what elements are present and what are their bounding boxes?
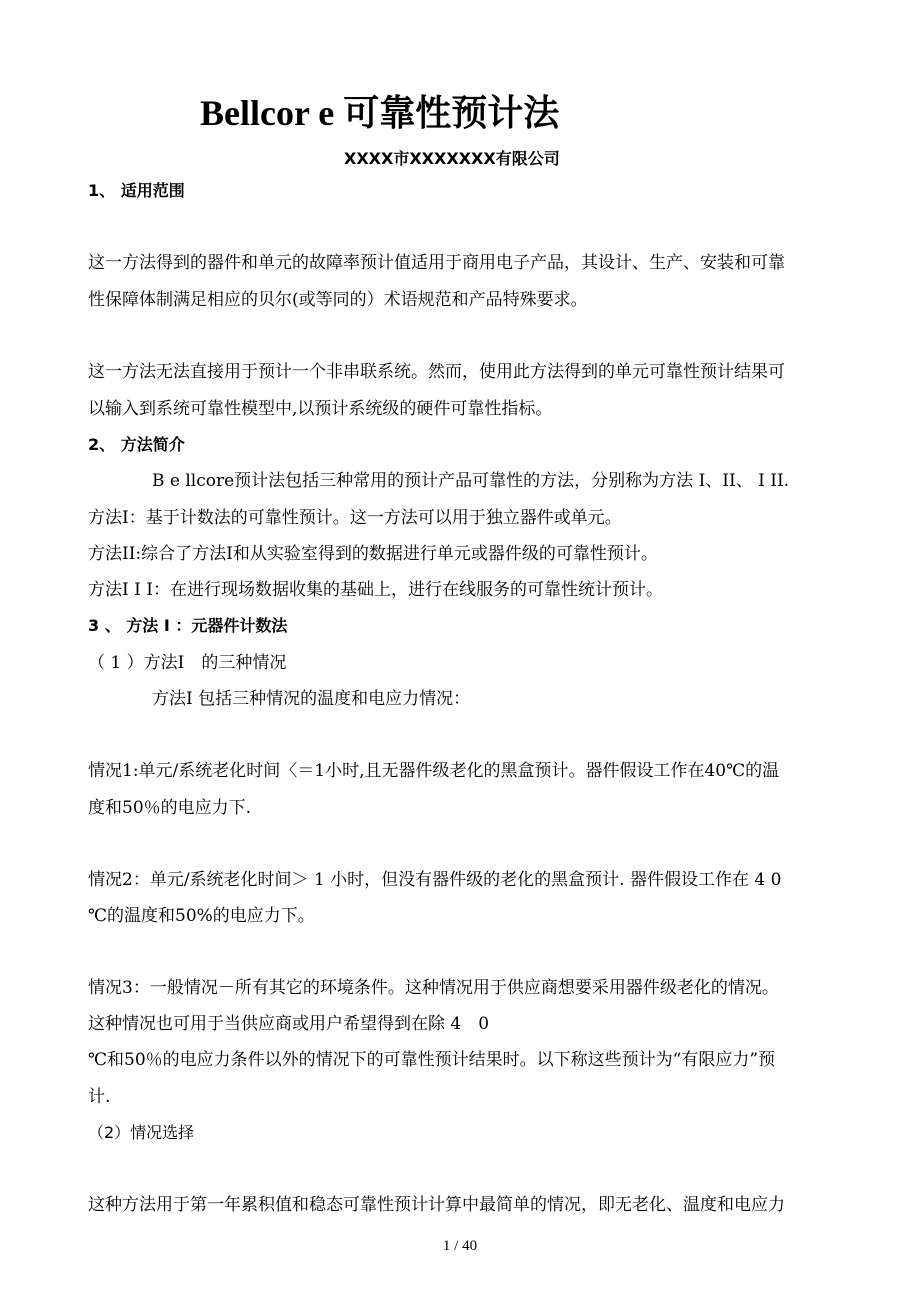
paragraph-line: 性保障体制满足相应的贝尔(或等同的）术语规范和产品特殊要求。 — [88, 290, 588, 310]
company-name: XXXX市XXXXXXX有限公司 — [344, 149, 560, 168]
paragraph-line: ℃的温度和50%的电应力下。 — [88, 906, 315, 926]
subsection-heading: （2）情况选择 — [88, 1123, 195, 1142]
paragraph-line: 这一方法无法直接用于预计一个非串联系统。然而，使用此方法得到的单元可靠性预计结果可 — [88, 362, 785, 382]
paragraph-line: 方法II:综合了方法I和从实验室得到的数据进行单元或器件级的可靠性预计。 — [88, 544, 658, 564]
section-1-heading: 1、 适用范围 — [88, 181, 185, 200]
subsection-heading: （ 1 ）方法I 的三种情况 — [88, 653, 287, 673]
paragraph-line: 这一方法得到的器件和单元的故障率预计值适用于商用电子产品，其设计、生产、安装和可靠 — [88, 253, 785, 273]
paragraph-line: 方法I：基于计数法的可靠性预计。这一方法可以用于独立器件或单元。 — [88, 508, 622, 528]
section-3-heading: 3 、 方法 I ：元器件计数法 — [88, 616, 288, 635]
paragraph-line: 度和50％的电应力下. — [88, 798, 252, 818]
paragraph-line: 情况2：单元/系统老化时间＞ 1 小时，但没有器件级的老化的黑盒预计. 器件假设工作在 4 0 — [88, 870, 782, 890]
section-2-heading: 2、 方法简介 — [88, 435, 185, 454]
paragraph-line: 情况1:单元/系统老化时间〈＝1小时,且无器件级老化的黑盒预计。器件假设工作在40℃的温 — [88, 761, 780, 781]
paragraph-line: 计. — [88, 1087, 111, 1107]
paragraph-line: 这种情况也可用于当供应商或用户希望得到在除 4 0 — [88, 1014, 490, 1034]
paragraph-line: ℃和50％的电应力条件以外的情况下的可靠性预计结果时。以下称这些预计为“有限应力”预 — [88, 1050, 776, 1070]
page-number: 1 / 40 — [442, 1238, 478, 1254]
paragraph-line: 方法I I I：在进行现场数据收集的基础上，进行在线服务的可靠性统计预计。 — [88, 580, 663, 600]
paragraph-line: 以输入到系统可靠性模型中,以预计系统级的硬件可靠性指标。 — [88, 399, 553, 419]
paragraph-line: B e llcore预计法包括三种常用的预计产品可靠性的方法，分别称为方法 I、II、 I II. — [152, 471, 790, 491]
paragraph-line: 方法I 包括三种情况的温度和电应力情况： — [152, 689, 471, 709]
paragraph-line: 这种方法用于第一年累积值和稳态可靠性预计计算中最简单的情况，即无老化、温度和电应力 — [88, 1195, 785, 1215]
document-title: Bellcor e 可靠性预计法 — [200, 93, 560, 133]
paragraph-line: 情况3：一般情况－所有其它的环境条件。这种情况用于供应商想要采用器件级老化的情况。 — [88, 978, 779, 998]
